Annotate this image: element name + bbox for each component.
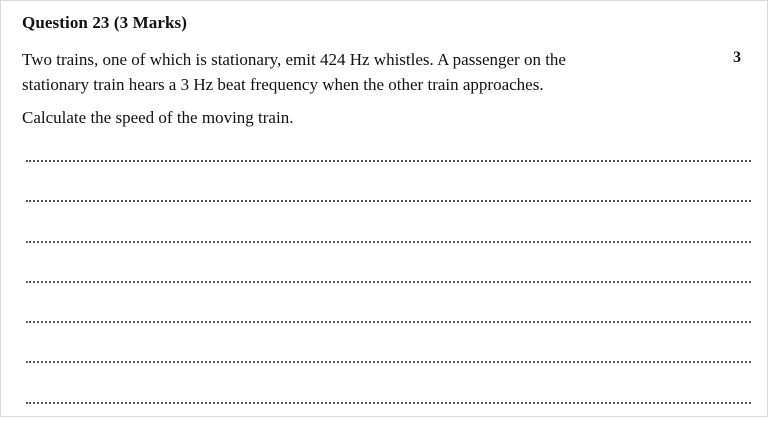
question-instruction: Calculate the speed of the moving train. <box>22 108 294 127</box>
question-text-line: stationary train hears a 3 Hz beat frequency when the other train approaches. <box>22 75 544 94</box>
answer-lines <box>26 160 751 442</box>
answer-line[interactable] <box>26 241 751 243</box>
answer-line[interactable] <box>26 321 751 323</box>
answer-line[interactable] <box>26 160 751 162</box>
question-title: Question 23 (3 Marks) <box>22 13 188 32</box>
question-text <box>22 47 662 97</box>
answer-line[interactable] <box>26 361 751 363</box>
answer-line[interactable] <box>26 200 751 202</box>
marks-value: 3 <box>733 49 741 66</box>
answer-line[interactable] <box>26 281 751 283</box>
answer-line[interactable] <box>26 402 751 404</box>
question-text-line: Two trains, one of which is stationary, emit 424 Hz whistles. A passenger on the <box>22 50 566 69</box>
